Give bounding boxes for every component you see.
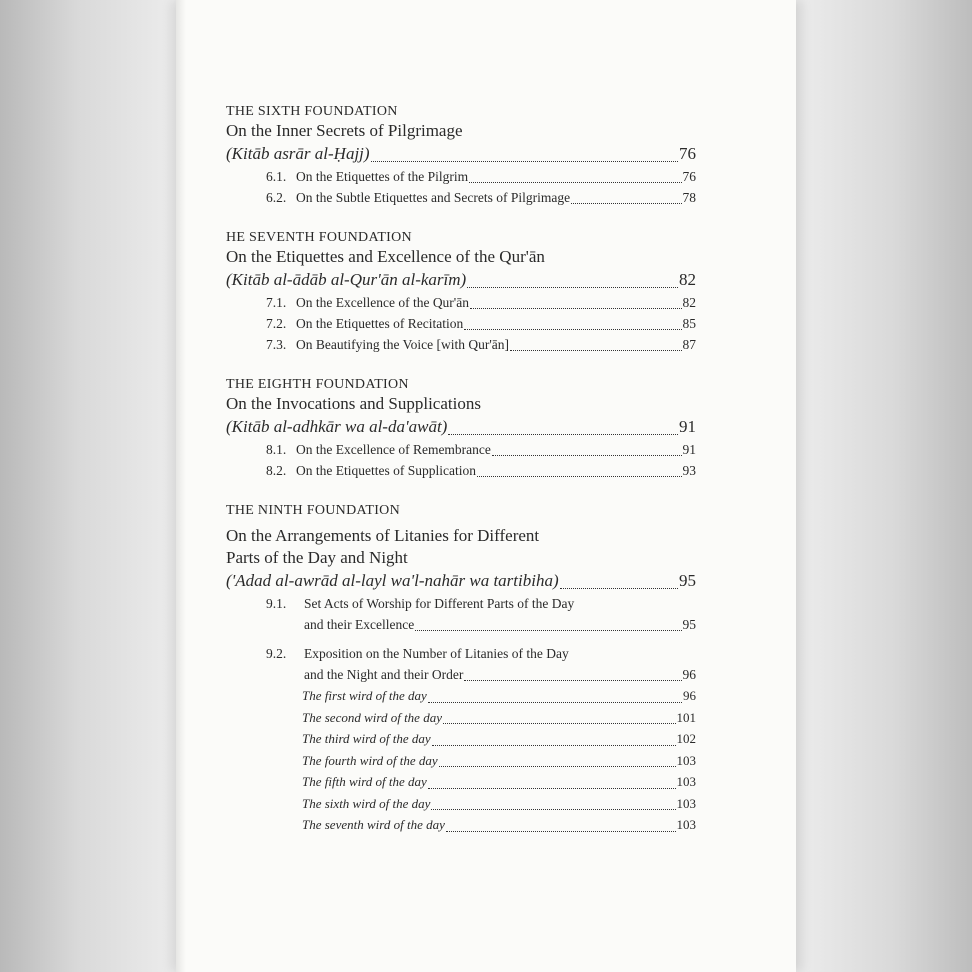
toc-entry-wird[interactable] bbox=[226, 750, 696, 772]
section-title-line: Parts of the Day and Night bbox=[226, 548, 408, 567]
leader-dots bbox=[431, 809, 675, 810]
section-label: HE SEVENTH FOUNDATION bbox=[226, 230, 412, 245]
page-number: 91 bbox=[679, 417, 696, 436]
page-number: 85 bbox=[682, 316, 696, 331]
toc-entry-wird[interactable] bbox=[226, 771, 696, 793]
page-number: 103 bbox=[676, 774, 696, 789]
entry-title: On the Etiquettes of Recitation bbox=[296, 316, 464, 331]
wird-title: The fifth wird of the day bbox=[302, 774, 427, 789]
entry-title: On the Subtle Etiquettes and Secrets of Pilgrimage bbox=[296, 190, 571, 205]
page-number: 76 bbox=[679, 144, 696, 163]
toc-entry-wird[interactable] bbox=[226, 728, 696, 750]
section-title bbox=[226, 525, 626, 569]
kitab-title: ('Adad al-awrād al-layl wa'l-nahār wa tartibiha) bbox=[226, 571, 559, 590]
book-page bbox=[176, 0, 796, 972]
toc-entry-kitab[interactable] bbox=[226, 142, 696, 166]
section-title: On the Inner Secrets of Pilgrimage bbox=[226, 121, 463, 140]
entry-number: 8.2. bbox=[266, 463, 287, 478]
entry-title-line: Set Acts of Worship for Different Parts of the Day bbox=[304, 596, 575, 611]
toc-entry[interactable] bbox=[226, 187, 696, 208]
page-number: 95 bbox=[682, 617, 696, 632]
toc-entry[interactable] bbox=[226, 643, 696, 685]
toc-entry-wird[interactable] bbox=[226, 685, 696, 707]
kitab-title: (Kitāb al-ādāb al-Qur'ān al-karīm) bbox=[226, 270, 467, 289]
wird-title: The fourth wird of the day bbox=[302, 752, 438, 768]
toc-entry[interactable] bbox=[226, 166, 696, 187]
kitab-title: (Kitāb al-adhkār wa al-da'awāt) bbox=[226, 417, 448, 436]
leader-dots bbox=[477, 476, 682, 477]
toc-entry-wird[interactable] bbox=[226, 814, 696, 836]
toc-section-seventh bbox=[226, 230, 696, 355]
leader-dots bbox=[492, 455, 682, 456]
wird-title: The sixth wird of the day bbox=[302, 795, 431, 811]
leader-dots bbox=[510, 350, 681, 351]
leader-dots bbox=[470, 308, 682, 309]
entry-number: 7.1. bbox=[266, 295, 287, 310]
entry-title: On Beautifying the Voice [with Qur'ān] bbox=[296, 337, 510, 352]
leader-dots bbox=[439, 766, 676, 767]
page-number: 95 bbox=[679, 571, 696, 590]
page-number: 103 bbox=[676, 817, 696, 832]
section-label: THE EIGHTH FOUNDATION bbox=[226, 377, 409, 392]
section-title: On the Etiquettes and Excellence of the Qur'ān bbox=[226, 247, 545, 266]
toc-entry-kitab[interactable] bbox=[226, 268, 696, 292]
entry-number: 6.2. bbox=[266, 190, 287, 205]
entry-title-line: and the Night and their Order bbox=[304, 667, 464, 682]
leader-dots bbox=[469, 182, 681, 183]
page-number: 82 bbox=[682, 295, 696, 310]
toc-section-sixth bbox=[226, 104, 696, 208]
toc-entry-wird[interactable] bbox=[226, 707, 696, 729]
page-number: 91 bbox=[682, 442, 696, 457]
entry-number: 6.1. bbox=[266, 169, 287, 184]
leader-dots bbox=[428, 702, 682, 703]
section-title-line: On the Arrangements of Litanies for Different bbox=[226, 526, 540, 545]
page-number: 96 bbox=[683, 688, 696, 703]
entry-title: On the Etiquettes of the Pilgrim bbox=[296, 169, 469, 184]
entry-title: On the Excellence of the Qur'ān bbox=[296, 295, 469, 310]
section-label: THE SIXTH FOUNDATION bbox=[226, 104, 398, 119]
entry-number: 7.3. bbox=[266, 337, 287, 352]
leader-dots bbox=[432, 745, 676, 746]
leader-dots bbox=[467, 287, 678, 288]
entry-title: On the Excellence of Remembrance bbox=[296, 442, 491, 457]
table-of-contents bbox=[226, 104, 696, 836]
leader-dots bbox=[446, 831, 676, 832]
section-title: On the Invocations and Supplications bbox=[226, 394, 481, 413]
leader-dots bbox=[560, 588, 678, 589]
toc-entry-kitab[interactable] bbox=[226, 415, 696, 439]
page-number: 102 bbox=[676, 731, 696, 746]
page-number: 96 bbox=[682, 667, 696, 682]
toc-entry[interactable] bbox=[226, 334, 696, 355]
entry-title-line: and their Excellence bbox=[304, 617, 415, 632]
entry-number: 8.1. bbox=[266, 442, 287, 457]
entry-number: 9.1. bbox=[266, 596, 287, 611]
toc-entry-kitab[interactable] bbox=[226, 569, 696, 593]
toc-entry[interactable] bbox=[226, 292, 696, 313]
leader-dots bbox=[464, 329, 681, 330]
page-number: 78 bbox=[682, 190, 696, 205]
toc-section-ninth bbox=[226, 503, 696, 836]
wird-title: The first wird of the day bbox=[302, 688, 427, 703]
leader-dots bbox=[464, 680, 681, 681]
wird-title: The third wird of the day bbox=[302, 731, 431, 746]
page-number: 93 bbox=[682, 463, 696, 478]
page-number: 103 bbox=[676, 752, 696, 768]
leader-dots bbox=[415, 630, 681, 631]
wird-title: The second wird of the day bbox=[302, 709, 442, 725]
toc-entry[interactable] bbox=[226, 460, 696, 481]
toc-entry-wird[interactable] bbox=[226, 793, 696, 815]
wird-title: The seventh wird of the day bbox=[302, 817, 445, 832]
toc-entry[interactable] bbox=[226, 313, 696, 334]
page-number: 82 bbox=[679, 270, 696, 289]
leader-dots bbox=[428, 788, 676, 789]
kitab-title: (Kitāb asrār al-Ḥajj) bbox=[226, 144, 370, 163]
leader-dots bbox=[571, 203, 681, 204]
page-number: 87 bbox=[682, 337, 696, 352]
entry-title: On the Etiquettes of Supplication bbox=[296, 463, 476, 478]
entry-number: 9.2. bbox=[266, 646, 287, 661]
entry-number: 7.2. bbox=[266, 316, 287, 331]
page-number: 103 bbox=[676, 795, 696, 811]
section-label: THE NINTH FOUNDATION bbox=[226, 503, 400, 518]
entry-title-line: Exposition on the Number of Litanies of the Day bbox=[304, 646, 569, 661]
leader-dots bbox=[371, 161, 678, 162]
leader-dots bbox=[443, 723, 676, 724]
page-number: 101 bbox=[676, 709, 696, 725]
toc-entry[interactable] bbox=[226, 593, 696, 635]
toc-entry[interactable] bbox=[226, 439, 696, 460]
toc-section-eighth bbox=[226, 377, 696, 481]
page-gutter-shadow bbox=[176, 0, 186, 972]
leader-dots bbox=[448, 434, 678, 435]
page-number: 76 bbox=[682, 169, 696, 184]
